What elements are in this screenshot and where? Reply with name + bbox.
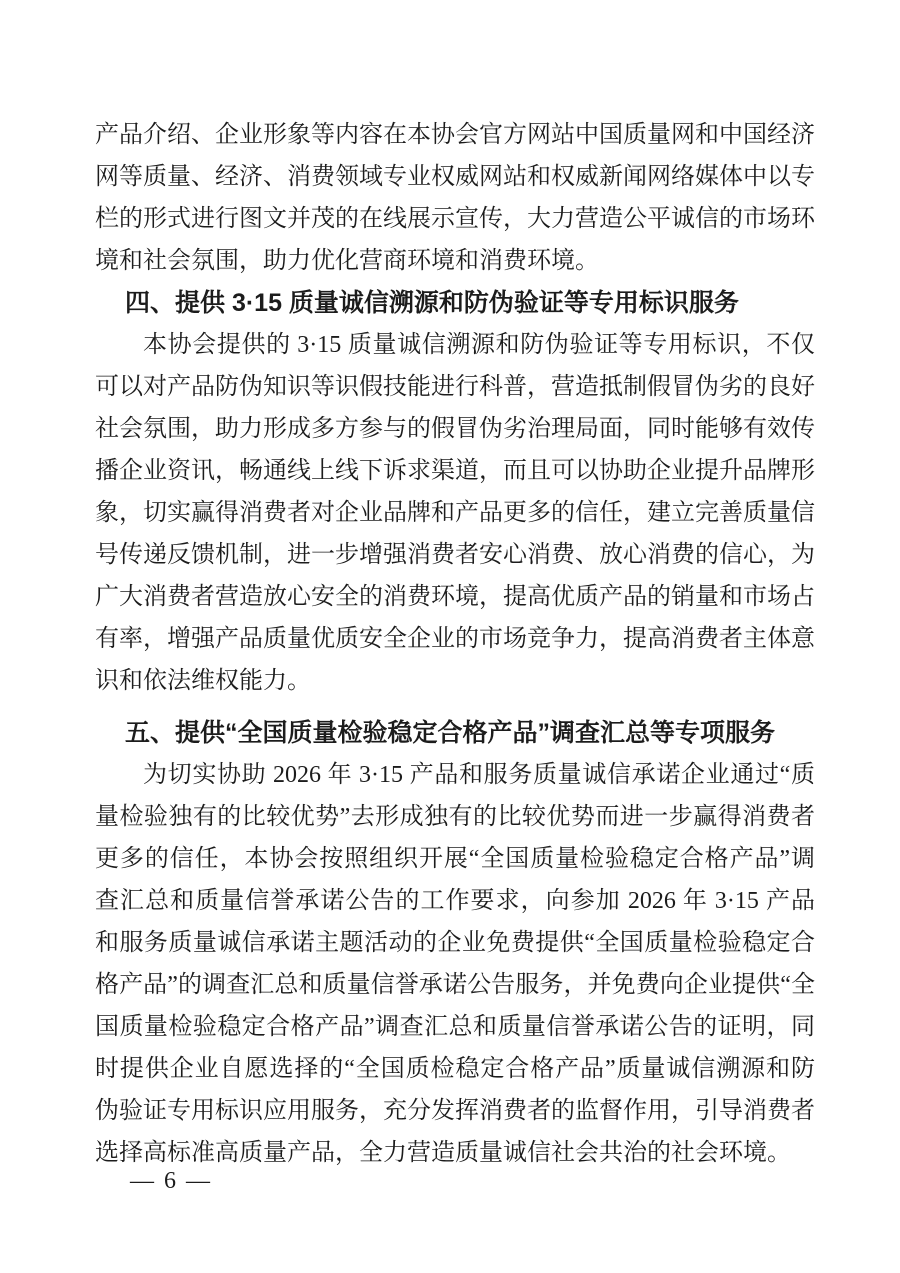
paragraph-line: 播企业资讯，畅通线上线下诉求渠道，而且可以协助企业提升品牌形 (95, 458, 815, 484)
paragraph-line: 栏的形式进行图文并茂的在线展示宣传，大力营造公平诚信的市场环 (95, 206, 815, 232)
section-heading: 四、提供 3·15 质量诚信溯源和防伪验证等专用标识服务 (125, 289, 739, 317)
paragraph-line: 查汇总和质量信誉承诺公告的工作要求，向参加 2026 年 3·15 产品 (95, 888, 815, 914)
paragraph-line: 本协会提供的 3·15 质量诚信溯源和防伪验证等专用标识，不仅 (143, 332, 815, 358)
paragraph-line: 广大消费者营造放心安全的消费环境，提高优质产品的销量和市场占 (95, 584, 815, 610)
document-content (95, 114, 815, 1174)
paragraph-line: 有率，增强产品质量优质安全企业的市场竞争力，提高消费者主体意 (95, 626, 815, 652)
paragraph-line: 选择高标准高质量产品，全力营造质量诚信社会共治的社会环境。 (95, 1140, 791, 1166)
paragraph-line: 号传递反馈机制，进一步增强消费者安心消费、放心消费的信心，为 (95, 542, 815, 568)
paragraph-line: 时提供企业自愿选择的“全国质检稳定合格产品”质量诚信溯源和防 (95, 1056, 815, 1082)
paragraph-line: 产品介绍、企业形象等内容在本协会官方网站中国质量网和中国经济 (95, 122, 815, 148)
paragraph-line: 社会氛围，助力形成多方参与的假冒伪劣治理局面，同时能够有效传 (95, 416, 815, 442)
paragraph-line: 识和依法维权能力。 (95, 668, 311, 694)
paragraph-line: 网等质量、经济、消费领域专业权威网站和权威新闻网络媒体中以专 (95, 164, 815, 190)
page-number: — 6 — (130, 1168, 212, 1194)
section-heading: 五、提供“全国质量检验稳定合格产品”调查汇总等专项服务 (125, 719, 776, 747)
paragraph-line: 国质量检验稳定合格产品”调查汇总和质量信誉承诺公告的证明，同 (95, 1014, 815, 1040)
paragraph-line: 量检验独有的比较优势”去形成独有的比较优势而进一步赢得消费者 (95, 804, 815, 830)
paragraph-line: 象，切实赢得消费者对企业品牌和产品更多的信任，建立完善质量信 (95, 500, 815, 526)
paragraph-line: 更多的信任，本协会按照组织开展“全国质量检验稳定合格产品”调 (95, 846, 815, 872)
paragraph-line: 为切实协助 2026 年 3·15 产品和服务质量诚信承诺企业通过“质 (143, 762, 815, 788)
paragraph-line: 格产品”的调查汇总和质量信誉承诺公告服务，并免费向企业提供“全 (95, 972, 815, 998)
paragraph-line: 境和社会氛围，助力优化营商环境和消费环境。 (95, 248, 599, 274)
paragraph-line: 和服务质量诚信承诺主题活动的企业免费提供“全国质量检验稳定合 (95, 930, 815, 956)
paragraph-line: 可以对产品防伪知识等识假技能进行科普，营造抵制假冒伪劣的良好 (95, 374, 815, 400)
paragraph-line: 伪验证专用标识应用服务，充分发挥消费者的监督作用，引导消费者 (95, 1098, 815, 1124)
